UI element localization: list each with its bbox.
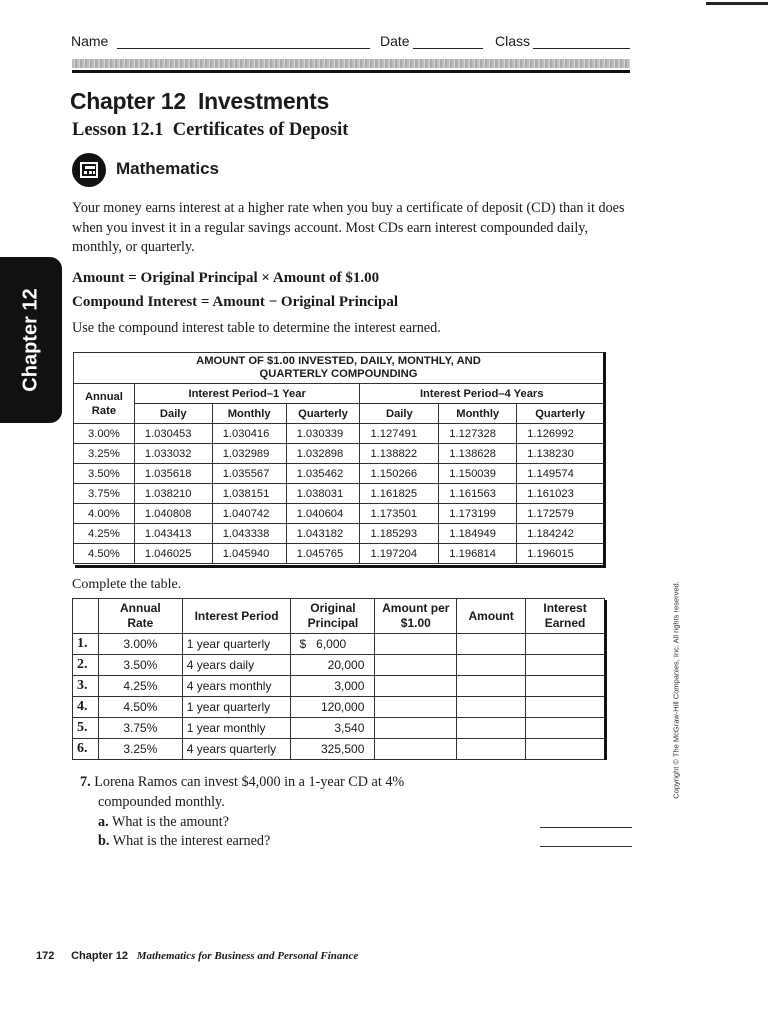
table-row: 4.00% 1.040808 1.040742 1.040604 1.173501 1.173199 1.172579 <box>74 504 604 524</box>
interest-answer-cell[interactable] <box>526 739 605 760</box>
amount-answer-cell[interactable] <box>457 718 526 739</box>
name-field[interactable] <box>117 48 370 49</box>
table-row: 1. 3.00% 1 year quarterly $ 6,000 <box>73 634 605 655</box>
col-header: Quarterly <box>517 404 604 424</box>
question-7: 7. Lorena Ramos can invest $4,000 in a 1-year CD at 4% <box>80 774 405 790</box>
footer-chapter: Chapter 12 <box>71 950 128 962</box>
table-shadow <box>604 600 607 760</box>
amount-per-answer-cell[interactable] <box>375 718 457 739</box>
index-header <box>73 599 99 634</box>
page-footer <box>36 950 358 962</box>
amount-per-header: Amount per $1.00 <box>375 599 457 634</box>
table-row: 3.75% 1.038210 1.038151 1.038031 1.161825 1.161563 1.161023 <box>74 484 604 504</box>
amount-per-answer-cell[interactable] <box>375 655 457 676</box>
table-row: 4.25% 1.043413 1.043338 1.043182 1.185293 1.184949 1.184242 <box>74 524 604 544</box>
side-tab-label: Chapter 12 <box>19 288 42 392</box>
amount-answer-cell[interactable] <box>457 739 526 760</box>
interest-answer-cell[interactable] <box>526 655 605 676</box>
chapter-title: Chapter 12 Investments <box>70 88 329 114</box>
period-header: Interest Period <box>182 599 291 634</box>
instruction-text: Use the compound interest table to determine the interest earned. <box>72 320 441 336</box>
table-row: 3. 4.25% 4 years monthly 3,000 <box>73 676 605 697</box>
table-row: 4.50% 1.046025 1.045940 1.045765 1.197204 1.196814 1.196015 <box>74 544 604 564</box>
table-row: 2. 3.50% 4 years daily 20,000 <box>73 655 605 676</box>
class-field[interactable] <box>533 48 630 49</box>
principal-header: Original Principal <box>291 599 375 634</box>
header-gray-band <box>72 59 630 68</box>
intro-paragraph: Your money earns interest at a higher rate when you buy a certificate of deposit (CD) than it does when you invest it in a regular savings account. Most CDs earn interest compounded daily, monthly, or quarterly. <box>72 200 625 255</box>
amount-per-answer-cell[interactable] <box>375 739 457 760</box>
col-header: Daily <box>134 404 212 424</box>
question-7a: a. What is the amount? <box>98 814 229 830</box>
question-7-line2: compounded monthly. <box>98 794 225 810</box>
page-number: 172 <box>36 950 55 962</box>
table-title: AMOUNT OF $1.00 INVESTED, DAILY, MONTHLY, AND QUARTERLY COMPOUNDING <box>74 353 604 384</box>
amount-answer-cell[interactable] <box>457 697 526 718</box>
amount-answer-cell[interactable] <box>457 655 526 676</box>
compound-interest-table <box>73 352 604 564</box>
footer-book-title: Mathematics for Business and Personal Finance <box>136 950 359 962</box>
rate-header: Annual Rate <box>98 599 182 634</box>
formula-amount: Amount = Original Principal × Amount of $1.00 <box>72 270 380 286</box>
col-header: Monthly <box>439 404 517 424</box>
group-header-1-year: Interest Period–1 Year <box>134 384 360 404</box>
table-row: 3.00% 1.030453 1.030416 1.030339 1.127491 1.127328 1.126992 <box>74 424 604 444</box>
col-header: Quarterly <box>286 404 360 424</box>
interest-header: Interest Earned <box>526 599 605 634</box>
lesson-title: Lesson 12.1 Certificates of Deposit <box>72 120 349 140</box>
col-header: Monthly <box>212 404 286 424</box>
interest-answer-cell[interactable] <box>526 697 605 718</box>
header-rule <box>72 70 630 73</box>
group-header-4-years: Interest Period–4 Years <box>360 384 604 404</box>
calculator-icon <box>72 153 106 187</box>
table-row: 4. 4.50% 1 year quarterly 120,000 <box>73 697 605 718</box>
amount-per-answer-cell[interactable] <box>375 676 457 697</box>
formula-interest: Compound Interest = Amount − Original Principal <box>72 294 399 310</box>
table-shadow <box>75 565 606 568</box>
col-header: Daily <box>360 404 439 424</box>
interest-answer-cell[interactable] <box>526 718 605 739</box>
amount-per-answer-cell[interactable] <box>375 634 457 655</box>
answer-line-7a[interactable] <box>540 827 632 828</box>
interest-answer-cell[interactable] <box>526 676 605 697</box>
amount-header: Amount <box>457 599 526 634</box>
table-row: 3.25% 1.033032 1.032989 1.032898 1.138822 1.138628 1.138230 <box>74 444 604 464</box>
chapter-side-tab <box>0 257 62 423</box>
date-field[interactable] <box>413 48 483 49</box>
amount-answer-cell[interactable] <box>457 676 526 697</box>
section-label: Mathematics <box>116 159 219 178</box>
amount-per-answer-cell[interactable] <box>375 697 457 718</box>
date-label: Date <box>380 33 410 49</box>
table-row: 6. 3.25% 4 years quarterly 325,500 <box>73 739 605 760</box>
question-7b: b. What is the interest earned? <box>98 833 271 849</box>
interest-answer-cell[interactable] <box>526 634 605 655</box>
corner-rule <box>706 2 768 5</box>
table-row: 5. 3.75% 1 year monthly 3,540 <box>73 718 605 739</box>
rate-header: Annual Rate <box>74 384 135 424</box>
exercise-table <box>72 598 605 760</box>
table-row: 3.50% 1.035618 1.035567 1.035462 1.150266 1.150039 1.149574 <box>74 464 604 484</box>
class-label: Class <box>495 33 531 49</box>
amount-answer-cell[interactable] <box>457 634 526 655</box>
name-label: Name <box>71 33 109 49</box>
answer-line-7b[interactable] <box>540 846 632 847</box>
table-shadow <box>603 352 606 567</box>
complete-table-label: Complete the table. <box>72 577 182 592</box>
